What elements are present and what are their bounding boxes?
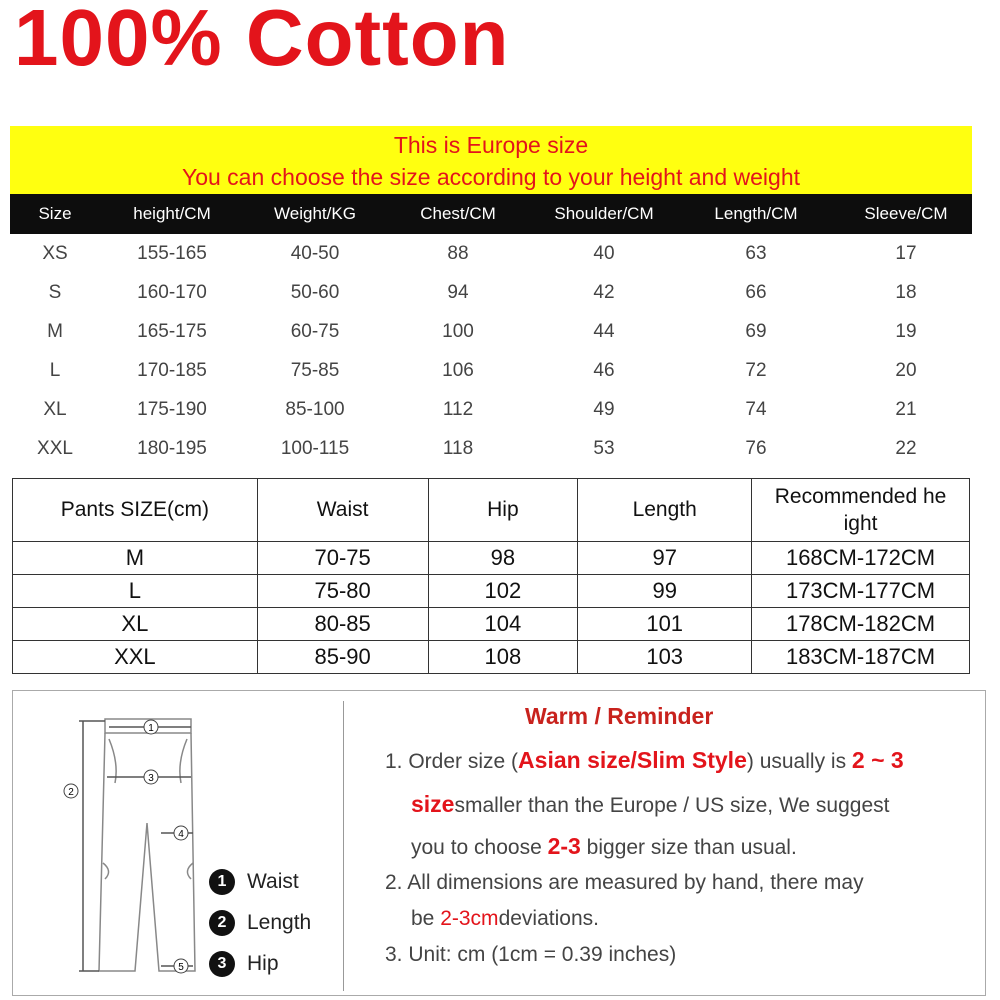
europe-size-banner (10, 126, 972, 194)
table-cell: 155-165 (137, 243, 207, 264)
table-cell: 74 (745, 399, 767, 420)
pants-table-header (13, 479, 970, 542)
table-cell: 17 (895, 243, 917, 264)
table-cell: XS (42, 243, 68, 264)
marker-2-label: 2 (68, 787, 74, 798)
table-cell: 60-75 (290, 321, 340, 342)
table-row (10, 273, 972, 312)
table-cell: 99 (578, 575, 752, 608)
diagram-legend (209, 861, 339, 984)
table-cell: 118 (442, 438, 474, 459)
panel-divider (343, 701, 344, 991)
table-cell: XXL (37, 438, 73, 459)
table-cell: M (13, 542, 258, 575)
table-cell: 18 (895, 282, 917, 303)
table-cell: 102 (428, 575, 578, 608)
reminder-item-1-line-3: you to choose 2-3 bigger size than usual. (411, 833, 797, 859)
header-length: Length/CM (714, 204, 798, 223)
measurement-panel (12, 690, 986, 996)
table-row (13, 641, 970, 674)
table-cell: 49 (593, 399, 615, 420)
table-cell: 63 (745, 243, 767, 264)
legend-waist (209, 861, 339, 902)
europe-table-body (10, 234, 972, 466)
table-cell: L (49, 360, 61, 381)
pants-header-size: Pants SIZE(cm) (13, 479, 258, 542)
table-cell: 180-195 (137, 438, 207, 459)
header-height: height/CM (133, 204, 211, 223)
table-cell: 101 (578, 608, 752, 641)
table-cell: 98 (428, 542, 578, 575)
legend-label-waist: Waist (247, 870, 299, 893)
legend-label-length: Length (247, 911, 312, 934)
table-cell: 100-115 (280, 438, 350, 459)
table-cell: 112 (442, 399, 474, 420)
europe-table-header (10, 194, 972, 234)
pants-header-recommended-height (752, 479, 970, 542)
table-cell: 170-185 (137, 360, 207, 381)
pants-size-table (12, 478, 970, 674)
marker-1-label: 1 (148, 723, 154, 734)
pants-header-waist: Waist (257, 479, 428, 542)
table-cell: 168CM-172CM (752, 542, 970, 575)
table-cell: 66 (745, 282, 767, 303)
table-cell: 183CM-187CM (752, 641, 970, 674)
table-cell: 106 (442, 360, 474, 381)
rec-header-line-1: Recommended he (774, 485, 947, 508)
legend-length (209, 902, 339, 943)
table-cell: 100 (442, 321, 474, 342)
table-cell: 70-75 (257, 542, 428, 575)
table-cell: 175-190 (137, 399, 207, 420)
table-cell: 88 (447, 243, 469, 264)
pants-header-length: Length (578, 479, 752, 542)
table-row (13, 575, 970, 608)
table-cell: 46 (593, 360, 615, 381)
table-cell: 76 (745, 438, 767, 459)
table-cell: 72 (745, 360, 767, 381)
reminder-item-1-line-1: 1. Order size (Asian size/Slim Style) usually is 2 ~ 3 (385, 747, 904, 773)
table-cell: 42 (593, 282, 615, 303)
marker-3-label: 3 (148, 773, 154, 784)
legend-number-2: 2 (209, 910, 235, 936)
table-cell: L (13, 575, 258, 608)
table-cell: 40-50 (290, 243, 340, 264)
header-shoulder: Shoulder/CM (554, 204, 654, 223)
table-cell: 21 (895, 399, 917, 420)
reminder-item-2-line-1: 2. All dimensions are measured by hand, there may (385, 871, 864, 894)
table-row (10, 390, 972, 429)
table-cell: 165-175 (137, 321, 207, 342)
banner-line-2: You can choose the size according to your height and weight (181, 164, 800, 190)
table-cell: 20 (895, 360, 917, 381)
table-cell: 80-85 (257, 608, 428, 641)
pants-diagram (43, 703, 223, 988)
table-row (10, 429, 972, 468)
table-cell: 160-170 (137, 282, 207, 303)
table-cell: XL (13, 608, 258, 641)
table-cell: 69 (745, 321, 767, 342)
table-row (10, 351, 972, 390)
table-cell: 85-90 (257, 641, 428, 674)
pants-header-hip: Hip (428, 479, 578, 542)
table-cell: XXL (13, 641, 258, 674)
header-weight: Weight/KG (274, 204, 356, 223)
table-cell: 103 (578, 641, 752, 674)
table-cell: M (47, 321, 63, 342)
legend-number-1: 1 (209, 869, 235, 895)
table-cell: 50-60 (290, 282, 340, 303)
rec-header-line-2: ight (843, 512, 878, 535)
table-row (13, 608, 970, 641)
banner-line-1: This is Europe size (393, 132, 589, 158)
table-cell: 178CM-182CM (752, 608, 970, 641)
header-sleeve: Sleeve/CM (864, 204, 948, 223)
left-knee-line (103, 863, 109, 879)
table-cell: XL (43, 399, 67, 420)
table-cell: 104 (428, 608, 578, 641)
header-size: Size (38, 204, 72, 223)
table-cell: 75-80 (257, 575, 428, 608)
table-cell: 22 (895, 438, 917, 459)
table-cell: 75-85 (290, 360, 340, 381)
table-row (13, 542, 970, 575)
table-cell: 53 (593, 438, 615, 459)
table-cell: 19 (895, 321, 917, 342)
reminder-item-1-line-2: sizesmaller than the Europe / US size, We suggest (411, 791, 890, 817)
reminder-title: Warm / Reminder (525, 703, 714, 729)
table-cell: 40 (593, 243, 615, 264)
marker-5-label: 5 (178, 962, 184, 973)
legend-number-3: 3 (209, 951, 235, 977)
table-cell: 44 (593, 321, 615, 342)
legend-hip (209, 943, 339, 984)
reminder-item-2-line-2: be 2-3cmdeviations. (411, 907, 599, 930)
table-cell: 94 (447, 282, 469, 303)
header-chest: Chest/CM (420, 204, 496, 223)
page-title: 100% Cotton (14, 0, 510, 82)
marker-4-label: 4 (178, 829, 184, 840)
table-row (10, 312, 972, 351)
table-row (10, 234, 972, 273)
table-cell: 173CM-177CM (752, 575, 970, 608)
table-cell: 85-100 (285, 399, 345, 420)
right-knee-line (187, 863, 193, 879)
table-cell: 108 (428, 641, 578, 674)
legend-label-hip: Hip (247, 952, 279, 975)
table-cell: S (48, 282, 62, 303)
reminder-item-3: 3. Unit: cm (1cm = 0.39 inches) (385, 943, 677, 966)
table-cell: 97 (578, 542, 752, 575)
